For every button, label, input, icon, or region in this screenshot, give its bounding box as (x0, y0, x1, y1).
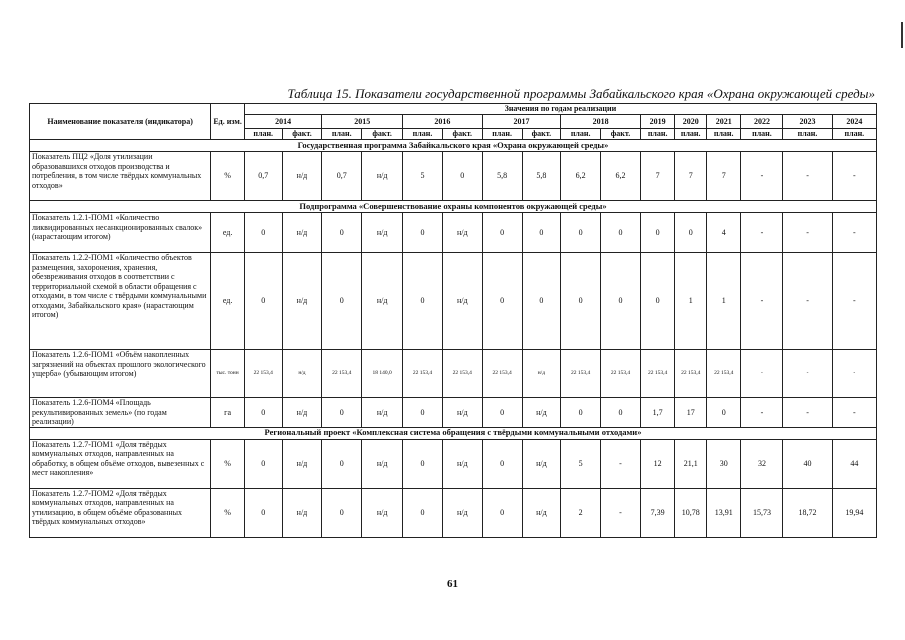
value-cell: 22 153,4 (640, 350, 675, 398)
value-cell: 44 (832, 439, 876, 488)
value-cell: - (741, 398, 783, 428)
table-row (30, 439, 877, 488)
header-plan: план. (675, 129, 706, 140)
value-cell: 0 (482, 439, 522, 488)
header-plan: план. (244, 129, 282, 140)
value-cell: 13,91 (706, 488, 741, 537)
value-cell: 0 (322, 488, 362, 537)
value-cell: - (832, 152, 876, 201)
value-cell: н/д (282, 253, 322, 350)
indicator-unit: % (211, 439, 245, 488)
value-cell: 18,72 (783, 488, 832, 537)
header-year: 2015 (322, 115, 403, 129)
value-cell: н/д (362, 213, 403, 253)
value-cell: 0 (561, 253, 601, 350)
value-cell: - (783, 152, 832, 201)
indicator-unit: % (211, 152, 245, 201)
value-cell: 0 (640, 253, 675, 350)
value-cell: 22 153,4 (322, 350, 362, 398)
header-plan: план. (482, 129, 522, 140)
header-plan: план. (403, 129, 443, 140)
value-cell: н/д (362, 439, 403, 488)
header-year: 2021 (706, 115, 741, 129)
scan-edge-mark (901, 22, 903, 48)
header-year: 2018 (561, 115, 641, 129)
value-cell: - (601, 488, 641, 537)
value-cell: - (741, 152, 783, 201)
value-cell: 0 (403, 398, 443, 428)
value-cell: 0 (244, 253, 282, 350)
indicator-unit: га (211, 398, 245, 428)
header-plan: план. (706, 129, 741, 140)
value-cell: н/д (282, 398, 322, 428)
table-row (30, 398, 877, 428)
value-cell: н/д (442, 213, 482, 253)
value-cell: - (601, 439, 641, 488)
value-cell: н/д (522, 488, 561, 537)
value-cell: 22 153,4 (675, 350, 706, 398)
value-cell: н/д (282, 439, 322, 488)
header-plan: план. (832, 129, 876, 140)
value-cell: 0 (561, 213, 601, 253)
indicator-name: Показатель 1.2.7-ПОМ2 «Доля твёрдых коммунальных отходов, направленных на утилизацию, в общем объёме образованных твёрдых коммунальных отходов» (30, 488, 211, 537)
value-cell: 19,94 (832, 488, 876, 537)
header-fact: факт. (282, 129, 322, 140)
value-cell: 22 153,4 (561, 350, 601, 398)
section-title: Государственная программа Забайкальского края «Охрана окружающей среды» (30, 140, 877, 152)
value-cell: 0 (482, 213, 522, 253)
value-cell: н/д (442, 488, 482, 537)
table-caption: Таблица 15. Показатели государственной программы Забайкальского края «Охрана окружающей среды» (287, 86, 875, 101)
header-year: 2014 (244, 115, 322, 129)
indicators-table (29, 103, 877, 538)
value-cell: 30 (706, 439, 741, 488)
value-cell: н/д (282, 152, 322, 201)
header-year: 2016 (403, 115, 483, 129)
table-row (30, 488, 877, 537)
header-unit: Ед. изм. (211, 104, 245, 140)
value-cell: - (783, 213, 832, 253)
page-number: 61 (447, 578, 458, 590)
value-cell: 22 153,4 (482, 350, 522, 398)
value-cell: 0,7 (322, 152, 362, 201)
value-cell: 32 (741, 439, 783, 488)
indicator-name: Показатель ПЦ2 «Доля утилизации образовавшихся отходов производства и потребления, в том числе твёрдых коммунальных отходов» (30, 152, 211, 201)
header-indicator: Наименование показателя (индикатора) (30, 104, 211, 140)
value-cell: 0 (601, 398, 641, 428)
value-cell: 7 (675, 152, 706, 201)
header-plan: план. (783, 129, 832, 140)
value-cell: н/д (362, 152, 403, 201)
header-year: 2019 (640, 115, 675, 129)
value-cell: 15,73 (741, 488, 783, 537)
header-plan: план. (561, 129, 601, 140)
value-cell: 0 (403, 439, 443, 488)
value-cell: 0 (482, 488, 522, 537)
header-plan: план. (322, 129, 362, 140)
value-cell: 22 153,4 (601, 350, 641, 398)
value-cell: 0 (640, 213, 675, 253)
value-cell: 0,7 (244, 152, 282, 201)
value-cell: 4 (706, 213, 741, 253)
value-cell: 21,1 (675, 439, 706, 488)
value-cell: 0 (322, 213, 362, 253)
value-cell: н/д (362, 488, 403, 537)
value-cell: 0 (322, 253, 362, 350)
header-year: 2020 (675, 115, 706, 129)
value-cell: 0 (322, 439, 362, 488)
value-cell: 6,2 (561, 152, 601, 201)
value-cell: 1 (675, 253, 706, 350)
value-cell: н/д (442, 253, 482, 350)
value-cell: 22 153,4 (244, 350, 282, 398)
value-cell: 1 (706, 253, 741, 350)
header-year: 2024 (832, 115, 876, 129)
table-row (30, 152, 877, 201)
value-cell: 6,2 (601, 152, 641, 201)
value-cell: 5,8 (482, 152, 522, 201)
value-cell: 12 (640, 439, 675, 488)
indicator-unit: % (211, 488, 245, 537)
value-cell: 0 (601, 253, 641, 350)
value-cell: 5 (403, 152, 443, 201)
value-cell: 0 (403, 253, 443, 350)
value-cell: 0 (482, 253, 522, 350)
value-cell: 17 (675, 398, 706, 428)
value-cell: 0 (522, 213, 561, 253)
value-cell: н/д (282, 213, 322, 253)
table-row (30, 253, 877, 350)
header-year: 2022 (741, 115, 783, 129)
value-cell: 5,8 (522, 152, 561, 201)
section-title: Региональный проект «Комплексная система обращения с твёрдыми коммунальными отходами» (30, 427, 877, 439)
value-cell: - (741, 213, 783, 253)
header-fact: факт. (601, 129, 641, 140)
value-cell: 0 (601, 213, 641, 253)
value-cell: 0 (244, 439, 282, 488)
value-cell: 10,78 (675, 488, 706, 537)
value-cell: 0 (244, 398, 282, 428)
value-cell: - (832, 398, 876, 428)
header-fact: факт. (522, 129, 561, 140)
value-cell: н/д (282, 350, 322, 398)
value-cell: 22 153,4 (706, 350, 741, 398)
value-cell: 5 (561, 439, 601, 488)
value-cell: - (832, 350, 876, 398)
value-cell: н/д (442, 398, 482, 428)
header-year: 2017 (482, 115, 561, 129)
value-cell: 0 (244, 488, 282, 537)
indicator-name: Показатель 1.2.2-ПОМ1 «Количество объектов размещения, захоронения, хранения, обезвреживания отходов в соответствии с территориальной схемой в области обращения с отходами, в том числе с твёрдыми коммунальными отходами, Забайкальского края» (нарастающим итогом) (30, 253, 211, 350)
header-plan: план. (741, 129, 783, 140)
value-cell: - (783, 350, 832, 398)
value-cell: 0 (403, 488, 443, 537)
header-values-title: Значения по годам реализации (244, 104, 876, 115)
value-cell: - (783, 398, 832, 428)
table-row (30, 350, 877, 398)
value-cell: 0 (675, 213, 706, 253)
value-cell: 40 (783, 439, 832, 488)
value-cell: - (832, 253, 876, 350)
value-cell: 22 153,4 (442, 350, 482, 398)
indicator-name: Показатель 1.2.6-ПОМ4 «Площадь рекультивированных земель» (по годам реализации) (30, 398, 211, 428)
indicator-name: Показатель 1.2.7-ПОМ1 «Доля твёрдых коммунальных отходов, направленных на обработку, в общем объёме отходов, вывезенных с мест накопления» (30, 439, 211, 488)
value-cell: н/д (522, 439, 561, 488)
value-cell: 0 (706, 398, 741, 428)
value-cell: 0 (403, 213, 443, 253)
value-cell: - (741, 253, 783, 350)
header-year: 2023 (783, 115, 832, 129)
header-fact: факт. (442, 129, 482, 140)
value-cell: 0 (482, 398, 522, 428)
indicator-unit: тыс. тонн (211, 350, 245, 398)
indicator-name: Показатель 1.2.6-ПОМ1 «Объём накопленных загрязнений на объектах прошлого экологического ущерба» (убывающим итогом) (30, 350, 211, 398)
value-cell: 0 (244, 213, 282, 253)
table-row (30, 213, 877, 253)
indicator-unit: ед. (211, 253, 245, 350)
value-cell: н/д (282, 488, 322, 537)
value-cell: 0 (442, 152, 482, 201)
value-cell: 0 (561, 398, 601, 428)
value-cell: 1,7 (640, 398, 675, 428)
value-cell: 7,39 (640, 488, 675, 537)
value-cell: н/д (442, 439, 482, 488)
value-cell: н/д (522, 350, 561, 398)
section-title: Подпрограмма «Совершенствование охраны компонентов окружающей среды» (30, 201, 877, 213)
value-cell: 0 (522, 253, 561, 350)
value-cell: 7 (640, 152, 675, 201)
header-plan: план. (640, 129, 675, 140)
value-cell: н/д (522, 398, 561, 428)
value-cell: 2 (561, 488, 601, 537)
indicator-unit: ед. (211, 213, 245, 253)
header-fact: факт. (362, 129, 403, 140)
value-cell: н/д (362, 253, 403, 350)
value-cell: 22 153,4 (403, 350, 443, 398)
value-cell: 7 (706, 152, 741, 201)
value-cell: - (832, 213, 876, 253)
value-cell: н/д (362, 398, 403, 428)
indicator-name: Показатель 1.2.1-ПОМ1 «Количество ликвидированных несанкционированных свалок» (нарастающим итогом) (30, 213, 211, 253)
value-cell: 18 140,0 (362, 350, 403, 398)
value-cell: 0 (322, 398, 362, 428)
value-cell: - (783, 253, 832, 350)
value-cell: - (741, 350, 783, 398)
